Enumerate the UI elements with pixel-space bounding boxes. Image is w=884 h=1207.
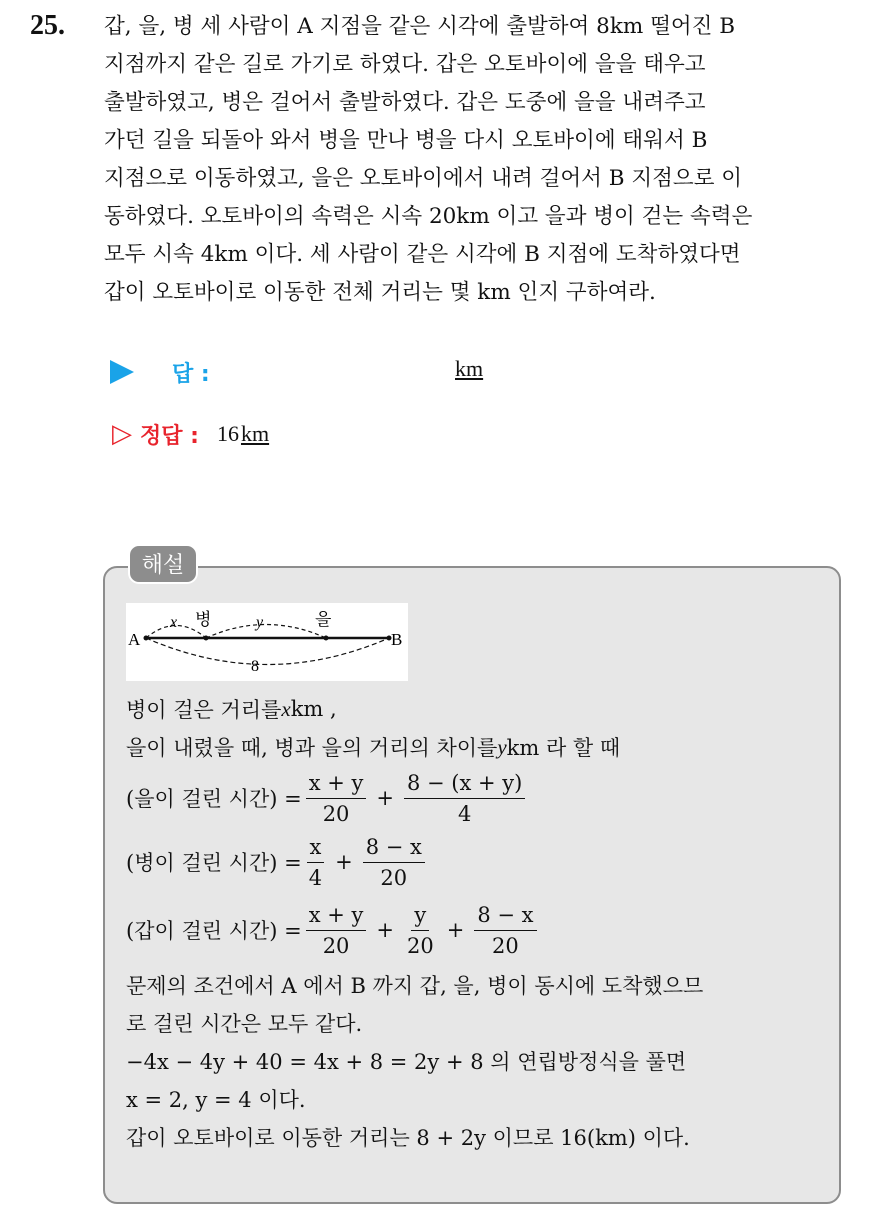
question-line: 갑, 을, 병 세 사람이 A 지점을 같은 시각에 출발하여 8km 떨어진 B (104, 14, 736, 39)
play-triangle-icon (110, 360, 134, 384)
question-line: 모두 시속 4km 이다. 세 사람이 같은 시각에 B 지점에 도착하였다면 (104, 242, 741, 267)
question-line: 지점까지 같은 길로 가기로 하였다. 갑은 오토바이에 을을 태우고 (104, 52, 706, 77)
answer-key-value: 16 (216, 421, 239, 446)
fraction (306, 902, 367, 959)
equation-byeong-time (126, 830, 836, 894)
arc-total (146, 638, 389, 665)
var: y (497, 734, 507, 759)
question-line: 가던 길을 되돌아 와서 병을 만나 병을 다시 오토바이에 태워서 B (104, 128, 708, 153)
solution-text (126, 690, 836, 1156)
text: km , (290, 697, 337, 721)
fraction (404, 770, 525, 827)
label-a: A (128, 630, 141, 649)
denominator: 20 (407, 933, 434, 958)
text: 로 걸린 시간은 모두 같다. (126, 1012, 363, 1036)
operator: + (446, 918, 465, 942)
question-line: 동하였다. 오토바이의 속력은 시속 20km 이고 을과 병이 걷는 속력은 (104, 204, 753, 229)
answer-key-row (112, 414, 269, 454)
denominator: 4 (457, 801, 472, 826)
equation-lhs: (갑이 걸린 시간) = (126, 919, 302, 943)
fraction (306, 834, 325, 891)
answer-label: 답 : (172, 361, 210, 387)
numerator: x + y (306, 902, 367, 931)
label-b: B (391, 630, 403, 649)
equation-eul-time (126, 766, 836, 830)
label-eul: 을 (315, 610, 332, 630)
text: 을이 내렸을 때, 병과 을의 거리의 차이를 (126, 736, 498, 760)
fraction (363, 834, 425, 891)
label-x: x (170, 614, 178, 631)
operator: + (335, 850, 353, 874)
numerator: y (411, 902, 429, 931)
denominator: 20 (492, 933, 519, 958)
label-byeong: 병 (195, 610, 212, 630)
question-line: 갑이 오토바이로 이동한 전체 거리는 몇 km 인지 구하여라. (104, 280, 656, 305)
solution-line (126, 966, 836, 1004)
text: km 라 할 때 (506, 736, 621, 760)
solution-line (126, 1080, 836, 1118)
answer-row (110, 352, 210, 392)
denominator: 20 (322, 933, 350, 958)
equation-gap-time (126, 894, 836, 966)
solution-line (126, 690, 836, 728)
text: 병이 걸은 거리를 (126, 698, 282, 722)
solution-line (126, 1004, 836, 1042)
text: x = 2, y = 4 이다. (126, 1088, 306, 1112)
solution-line (126, 1118, 836, 1156)
fraction (474, 902, 536, 959)
equation-lhs: (병이 걸린 시간) = (126, 851, 302, 875)
denominator: 20 (322, 801, 350, 826)
route-diagram (126, 603, 408, 681)
fraction (306, 770, 367, 827)
answer-key-label: 정답 : (140, 423, 199, 449)
numerator: x + y (306, 770, 367, 799)
equation-lhs: (을이 걸린 시간) = (126, 787, 302, 811)
question-text (104, 8, 860, 312)
fraction (404, 902, 437, 959)
answer-unit: km (455, 356, 484, 381)
label-y: y (256, 614, 264, 631)
question-line: 지점으로 이동하였고, 을은 오토바이에서 내려 걸어서 B 지점으로 이 (104, 166, 743, 191)
question-number: 25. (30, 10, 65, 41)
question-line: 출발하였고, 병은 걸어서 출발하였다. 갑은 도중에 을을 내려주고 (104, 90, 706, 115)
label-total: 8 (251, 658, 259, 675)
numerator: 8 − x (363, 834, 425, 863)
denominator: 20 (380, 865, 408, 890)
text: −4x − 4y + 40 = 4x + 8 = 2y + 8 의 연립방정식을 풀면 (126, 1050, 687, 1074)
triangle-outline-icon: ▷ (112, 419, 132, 449)
solution-line (126, 1042, 836, 1080)
numerator: 8 − x (474, 902, 536, 931)
text: 문제의 조건에서 A 에서 B 까지 갑, 을, 병이 동시에 도착했으므 (126, 974, 704, 998)
denominator: 4 (308, 865, 323, 890)
text: 갑이 오토바이로 이동한 거리는 8 + 2y 이므로 16(km) 이다. (126, 1126, 690, 1150)
numerator: x (307, 834, 325, 863)
operator: + (376, 786, 394, 810)
var: x (281, 696, 291, 721)
operator: + (376, 918, 394, 942)
answer-key-unit: km (240, 421, 270, 446)
solution-tab: 해설 (128, 544, 198, 584)
point-eul (324, 636, 329, 641)
arc-y (206, 625, 326, 639)
solution-line (126, 728, 836, 766)
numerator: 8 − (x + y) (404, 770, 525, 799)
